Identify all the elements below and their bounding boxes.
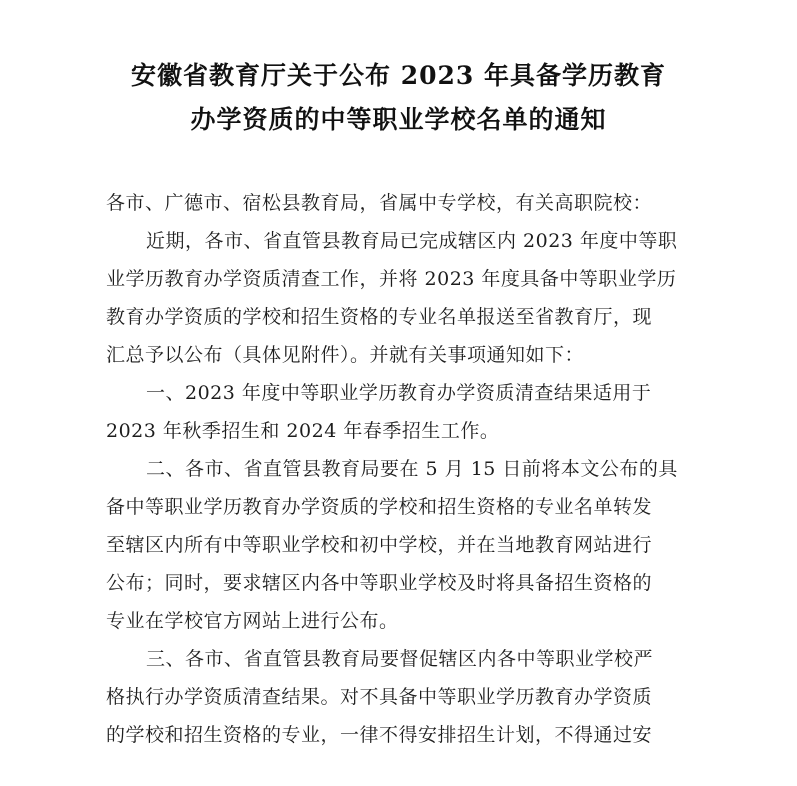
item-2-line-3: 至辖区内所有中等职业学校和初中学校，并在当地教育网站进行	[106, 534, 653, 556]
item-1-line-1: 一、2023 年度中等职业学历教育办学资质清查结果适用于	[146, 382, 652, 404]
item-3-line-3: 的学校和招生资格的专业，一律不得安排招生计划，不得通过安	[106, 724, 653, 746]
item-2-line-1: 二、各市、省直管县教育局要在 5 月 15 日前将本文公布的具	[146, 458, 678, 480]
salutation: 各市、广德市、宿松县教育局，省属中专学校，有关高职院校：	[106, 192, 653, 214]
item-2-line-5: 专业在学校官方网站上进行公布。	[106, 610, 399, 632]
item-2-line-2: 备中等职业学历教育办学资质的学校和招生资格的专业名单转发	[106, 496, 653, 518]
item-3-line-2: 格执行办学资质清查结果。对不具备中等职业学历教育办学资质	[106, 686, 653, 708]
paragraph-intro-line-3: 教育办学资质的学校和招生资格的专业名单报送至省教育厅，现	[106, 306, 653, 328]
paragraph-intro-line-1: 近期，各市、省直管县教育局已完成辖区内 2023 年度中等职	[146, 230, 678, 252]
document-title-line-2: 办学资质的中等职业学校名单的通知	[190, 105, 607, 134]
paragraph-intro-line-2: 业学历教育办学资质清查工作，并将 2023 年度具备中等职业学历	[106, 268, 677, 290]
item-2-line-4: 公布；同时，要求辖区内各中等职业学校及时将具备招生资格的	[106, 572, 653, 594]
document-title-line-1: 安徽省教育厅关于公布 2023 年具备学历教育	[131, 61, 666, 90]
item-3-line-1: 三、各市、省直管县教育局要督促辖区内各中等职业学校严	[146, 648, 654, 670]
item-1-line-2: 2023 年秋季招生和 2024 年春季招生工作。	[106, 420, 500, 442]
paragraph-intro-line-4: 汇总予以公布（具体见附件）。并就有关事项通知如下：	[106, 344, 585, 366]
